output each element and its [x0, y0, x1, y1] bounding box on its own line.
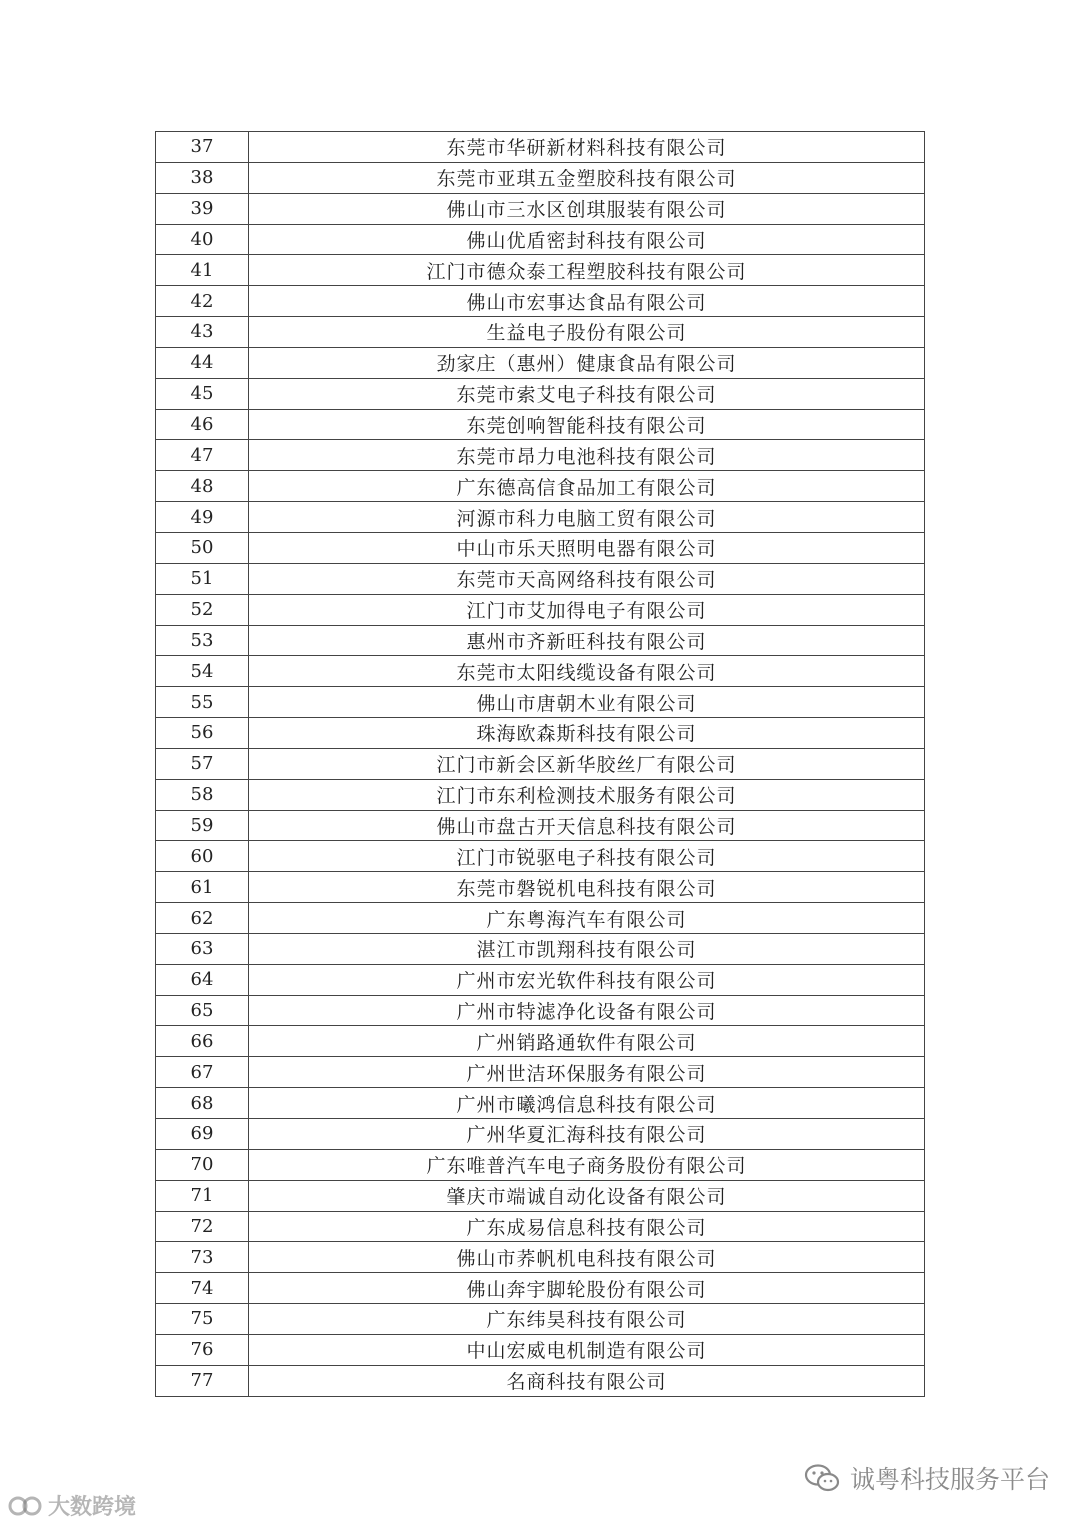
row-number: 43 — [156, 317, 249, 348]
company-name: 广东粤海汽车有限公司 — [249, 903, 925, 934]
table-row — [156, 903, 925, 934]
row-number: 67 — [156, 1057, 249, 1088]
company-name: 广州世洁环保服务有限公司 — [249, 1057, 925, 1088]
company-name: 东莞市太阳线缆设备有限公司 — [249, 656, 925, 687]
company-name: 名商科技有限公司 — [249, 1365, 925, 1396]
row-number: 58 — [156, 779, 249, 810]
table-row — [156, 193, 925, 224]
table-row — [156, 995, 925, 1026]
table-row — [156, 1304, 925, 1335]
company-name: 江门市艾加得电子有限公司 — [249, 594, 925, 625]
company-name: 东莞市华研新材料科技有限公司 — [249, 132, 925, 163]
table-row — [156, 471, 925, 502]
company-name: 河源市科力电脑工贸有限公司 — [249, 502, 925, 533]
company-name: 东莞市亚琪五金塑胶科技有限公司 — [249, 162, 925, 193]
table-row — [156, 409, 925, 440]
row-number: 49 — [156, 502, 249, 533]
row-number: 66 — [156, 1026, 249, 1057]
company-name: 江门市新会区新华胶丝厂有限公司 — [249, 748, 925, 779]
company-name: 东莞市磐锐机电科技有限公司 — [249, 872, 925, 903]
row-number: 47 — [156, 440, 249, 471]
company-name: 佛山优盾密封科技有限公司 — [249, 224, 925, 255]
row-number: 37 — [156, 132, 249, 163]
row-number: 70 — [156, 1149, 249, 1180]
row-number: 54 — [156, 656, 249, 687]
company-name: 广州市宏光软件科技有限公司 — [249, 964, 925, 995]
row-number: 77 — [156, 1365, 249, 1396]
row-number: 51 — [156, 563, 249, 594]
table-row — [156, 625, 925, 656]
company-name: 湛江市凯翔科技有限公司 — [249, 933, 925, 964]
row-number: 48 — [156, 471, 249, 502]
company-name: 劲家庄（惠州）健康食品有限公司 — [249, 347, 925, 378]
table-row — [156, 656, 925, 687]
company-name: 广州市特滤净化设备有限公司 — [249, 995, 925, 1026]
row-number: 69 — [156, 1119, 249, 1150]
table-row — [156, 132, 925, 163]
row-number: 71 — [156, 1180, 249, 1211]
row-number: 38 — [156, 162, 249, 193]
table-row — [156, 563, 925, 594]
company-name: 佛山市三水区创琪服装有限公司 — [249, 193, 925, 224]
row-number: 40 — [156, 224, 249, 255]
row-number: 60 — [156, 841, 249, 872]
row-number: 74 — [156, 1273, 249, 1304]
table-row — [156, 1242, 925, 1273]
row-number: 52 — [156, 594, 249, 625]
row-number: 42 — [156, 286, 249, 317]
table-row — [156, 502, 925, 533]
row-number: 45 — [156, 378, 249, 409]
table-row — [156, 594, 925, 625]
company-name: 生益电子股份有限公司 — [249, 317, 925, 348]
company-name: 佛山市荞帆机电科技有限公司 — [249, 1242, 925, 1273]
row-number: 55 — [156, 687, 249, 718]
company-name: 东莞市索艾电子科技有限公司 — [249, 378, 925, 409]
table-row — [156, 1119, 925, 1150]
company-name: 东莞市昂力电池科技有限公司 — [249, 440, 925, 471]
watermark-right — [804, 1460, 1050, 1496]
table-row — [156, 1057, 925, 1088]
row-number: 46 — [156, 409, 249, 440]
row-number: 56 — [156, 718, 249, 749]
table-row — [156, 347, 925, 378]
table-row — [156, 255, 925, 286]
row-number: 62 — [156, 903, 249, 934]
table-row — [156, 1026, 925, 1057]
row-number: 75 — [156, 1304, 249, 1335]
table-row — [156, 1149, 925, 1180]
table-row — [156, 1180, 925, 1211]
row-number: 68 — [156, 1088, 249, 1119]
company-name: 江门市锐驱电子科技有限公司 — [249, 841, 925, 872]
table-row — [156, 1273, 925, 1304]
table-row — [156, 964, 925, 995]
table-row — [156, 1365, 925, 1396]
company-name: 珠海欧森斯科技有限公司 — [249, 718, 925, 749]
company-name: 广东成易信息科技有限公司 — [249, 1211, 925, 1242]
company-name: 广州销路通软件有限公司 — [249, 1026, 925, 1057]
row-number: 41 — [156, 255, 249, 286]
table-row — [156, 224, 925, 255]
watermark-right-text: 诚粤科技服务平台 — [849, 1465, 1050, 1494]
company-name: 佛山市唐朝木业有限公司 — [249, 687, 925, 718]
table-row — [156, 687, 925, 718]
wechat-icon — [804, 1463, 840, 1493]
table-row — [156, 810, 925, 841]
row-number: 59 — [156, 810, 249, 841]
watermark-left-text: 大数跨境 — [48, 1495, 137, 1520]
company-list-table — [155, 131, 925, 1397]
row-number: 64 — [156, 964, 249, 995]
company-name: 江门市东利检测技术服务有限公司 — [249, 779, 925, 810]
table-row — [156, 841, 925, 872]
table-row — [156, 317, 925, 348]
table-row — [156, 532, 925, 563]
watermark-left — [8, 1490, 136, 1521]
table-row — [156, 286, 925, 317]
company-name: 广东唯普汽车电子商务股份有限公司 — [249, 1149, 925, 1180]
table-row — [156, 748, 925, 779]
company-name: 佛山市宏事达食品有限公司 — [249, 286, 925, 317]
company-name: 广东德高信食品加工有限公司 — [249, 471, 925, 502]
row-number: 50 — [156, 532, 249, 563]
company-name: 广东纬昊科技有限公司 — [249, 1304, 925, 1335]
table-row — [156, 779, 925, 810]
company-name: 广州市曦鸿信息科技有限公司 — [249, 1088, 925, 1119]
company-name: 中山市乐天照明电器有限公司 — [249, 532, 925, 563]
company-name: 东莞市天高网络科技有限公司 — [249, 563, 925, 594]
table-row — [156, 872, 925, 903]
brand-logo-icon — [8, 1494, 42, 1518]
row-number: 65 — [156, 995, 249, 1026]
row-number: 72 — [156, 1211, 249, 1242]
company-name: 江门市德众泰工程塑胶科技有限公司 — [249, 255, 925, 286]
company-name: 中山宏威电机制造有限公司 — [249, 1334, 925, 1365]
company-name: 东莞创响智能科技有限公司 — [249, 409, 925, 440]
table-row — [156, 1334, 925, 1365]
row-number: 76 — [156, 1334, 249, 1365]
company-name: 佛山奔宇脚轮股份有限公司 — [249, 1273, 925, 1304]
table-row — [156, 440, 925, 471]
table-row — [156, 718, 925, 749]
row-number: 39 — [156, 193, 249, 224]
row-number: 57 — [156, 748, 249, 779]
table-row — [156, 1088, 925, 1119]
company-name: 广州华夏汇海科技有限公司 — [249, 1119, 925, 1150]
row-number: 44 — [156, 347, 249, 378]
row-number: 63 — [156, 933, 249, 964]
table-row — [156, 162, 925, 193]
row-number: 73 — [156, 1242, 249, 1273]
table-row — [156, 378, 925, 409]
table-row — [156, 933, 925, 964]
row-number: 61 — [156, 872, 249, 903]
row-number: 53 — [156, 625, 249, 656]
company-name: 佛山市盘古开天信息科技有限公司 — [249, 810, 925, 841]
company-name: 惠州市齐新旺科技有限公司 — [249, 625, 925, 656]
company-name: 肇庆市端诚自动化设备有限公司 — [249, 1180, 925, 1211]
company-list-body — [156, 132, 925, 1397]
table-row — [156, 1211, 925, 1242]
